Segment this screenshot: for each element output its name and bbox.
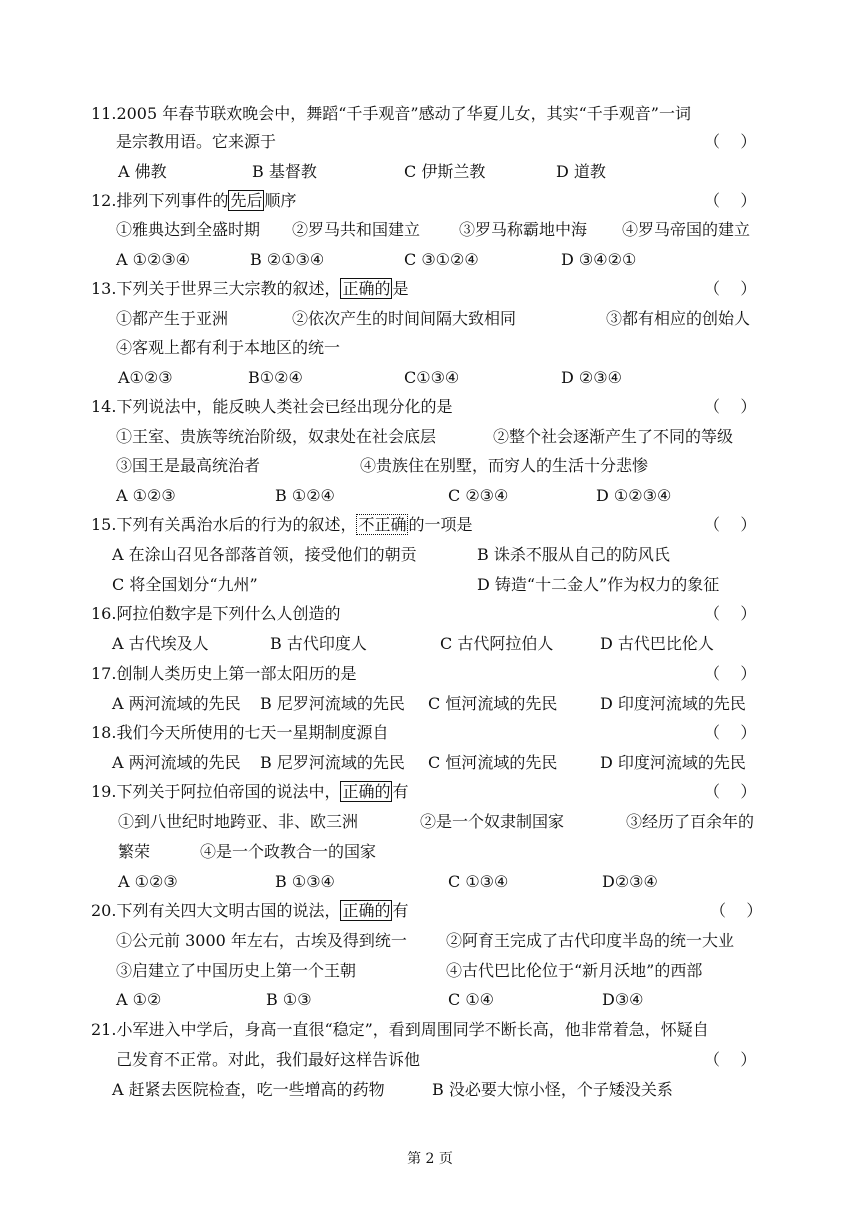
q14-item-1: ①王室、贵族等统治阶级，奴隶处在社会底层 xyxy=(116,427,437,446)
q19-option-d: D②③④ xyxy=(602,872,658,891)
q19-stem-post: 有 xyxy=(392,782,409,801)
q20-stem-pre: 20.下列有关四大文明古国的说法， xyxy=(91,901,341,920)
q17-option-d: D 印度河流域的先民 xyxy=(600,694,746,713)
q11-option-b: B 基督教 xyxy=(252,162,317,181)
q14-option-d: D ①②③④ xyxy=(596,486,672,505)
q19-item-2: ②是一个奴隶制国家 xyxy=(420,812,565,831)
q18-option-c: C 恒河流域的先民 xyxy=(428,753,558,772)
q17-option-c: C 恒河流域的先民 xyxy=(428,694,558,713)
q12-item-2: ②罗马共和国建立 xyxy=(292,220,421,239)
q19-option-c: C ①③④ xyxy=(448,872,509,891)
q20-option-a: A ①② xyxy=(116,990,162,1009)
q16-option-b: B 古代印度人 xyxy=(270,634,367,653)
q11-option-c: C 伊斯兰教 xyxy=(404,162,486,181)
q15-answer-blank: （ ） xyxy=(704,515,757,534)
q21-option-a: A 赶紧去医院检查，吃一些增高的药物 xyxy=(112,1080,385,1099)
q12-option-d: D ③④②① xyxy=(561,250,637,269)
q11-option-d: D 道教 xyxy=(556,162,606,181)
q15-option-c: C 将全国划分“九州” xyxy=(112,575,258,594)
q20-option-c: C ①④ xyxy=(448,990,495,1009)
q19-option-b: B ①③④ xyxy=(275,872,335,891)
q13-stem-post: 是 xyxy=(392,279,409,298)
q20-item-2: ②阿育王完成了古代印度半岛的统一大业 xyxy=(446,931,735,950)
q14-stem: 14.下列说法中，能反映人类社会已经出现分化的是 xyxy=(91,397,453,416)
q17-stem: 17.创制人类历史上第一部太阳历的是 xyxy=(91,664,357,683)
q11-stem-line2: 是宗教用语。它来源于 xyxy=(116,132,277,151)
q18-stem: 18.我们今天所使用的七天一星期制度源自 xyxy=(91,723,389,742)
q13-item-2: ②依次产生的时间间隔大致相同 xyxy=(292,309,517,328)
q19-item-4: ④是一个政教合一的国家 xyxy=(200,842,377,861)
q20-option-d: D③④ xyxy=(602,990,644,1009)
q13-item-3: ③都有相应的创始人 xyxy=(606,309,751,328)
q12-answer-blank: （ ） xyxy=(704,191,757,210)
q16-option-c: C 古代阿拉伯人 xyxy=(440,634,554,653)
q13-option-a: A①②③ xyxy=(118,368,173,387)
q19-item-3-cont: 繁荣 xyxy=(118,842,151,861)
q17-option-a: A 两河流域的先民 xyxy=(112,694,241,713)
q18-answer-blank: （ ） xyxy=(704,723,757,742)
q20-option-b: B ①③ xyxy=(266,990,312,1009)
q13-option-c: C①③④ xyxy=(404,368,460,387)
q16-answer-blank: （ ） xyxy=(704,604,757,623)
q14-option-a: A ①②③ xyxy=(116,486,176,505)
q18-option-b: B 尼罗河流域的先民 xyxy=(260,753,405,772)
q14-answer-blank: （ ） xyxy=(704,397,757,416)
q14-option-b: B ①②④ xyxy=(275,486,335,505)
q19-stem-pre: 19.下列关于阿拉伯帝国的说法中， xyxy=(91,782,341,801)
q14-item-3: ③国王是最高统治者 xyxy=(116,456,261,475)
q12-stem xyxy=(91,191,296,211)
q19-stem xyxy=(91,782,408,802)
q11-stem-line1: 11.2005 年春节联欢晚会中，舞蹈“千手观音”感动了华夏儿女，其实“千手观音”一词 xyxy=(91,104,691,123)
q12-stem-pre: 12.排列下列事件的 xyxy=(91,191,229,210)
q12-item-1: ①雅典达到全盛时期 xyxy=(116,220,261,239)
q12-item-4: ④罗马帝国的建立 xyxy=(622,220,751,239)
q13-stem xyxy=(91,279,408,299)
q17-answer-blank: （ ） xyxy=(704,664,757,683)
q14-item-2: ②整个社会逐渐产生了不同的等级 xyxy=(493,427,734,446)
q16-option-a: A 古代埃及人 xyxy=(112,634,209,653)
q20-stem xyxy=(91,901,408,921)
q21-option-b: B 没必要大惊小怪，个子矮没关系 xyxy=(432,1080,673,1099)
q13-stem-boxed: 正确的 xyxy=(342,279,391,298)
q17-option-b: B 尼罗河流域的先民 xyxy=(260,694,405,713)
q14-item-4: ④贵族住在别墅，而穷人的生活十分悲惨 xyxy=(360,456,649,475)
q13-answer-blank: （ ） xyxy=(704,279,757,298)
q13-item-4: ④客观上都有利于本地区的统一 xyxy=(116,338,341,357)
q12-stem-boxed: 先后 xyxy=(230,191,263,210)
q19-option-a: A ①②③ xyxy=(118,872,178,891)
q12-option-c: C ③①②④ xyxy=(404,250,479,269)
q14-option-c: C ②③④ xyxy=(448,486,509,505)
q20-stem-boxed: 正确的 xyxy=(342,901,391,920)
q16-stem: 16.阿拉伯数字是下列什么人创造的 xyxy=(91,604,341,623)
q21-stem-line2: 己发育不正常。对此，我们最好这样告诉他 xyxy=(116,1050,421,1069)
q12-item-3: ③罗马称霸地中海 xyxy=(459,220,588,239)
q15-option-a: A 在涂山召见各部落首领，接受他们的朝贡 xyxy=(112,545,417,564)
q12-stem-post: 顺序 xyxy=(264,191,297,210)
q15-option-b: B 诛杀不服从自己的防风氏 xyxy=(477,545,670,564)
q19-item-3: ③经历了百余年的 xyxy=(626,812,755,831)
q20-item-4: ④古代巴比伦位于“新月沃地”的西部 xyxy=(446,961,703,980)
q15-stem-post: 的一项是 xyxy=(408,515,473,534)
page-number: 第 2 页 xyxy=(407,1151,453,1167)
q19-stem-boxed: 正确的 xyxy=(342,782,391,801)
q16-option-d: D 古代巴比伦人 xyxy=(600,634,714,653)
q15-stem-pre: 15.下列有关禹治水后的行为的叙述， xyxy=(91,515,357,534)
q21-stem-line1: 21.小军进入中学后，身高一直很“稳定”，看到周围同学不断长高，他非常着急，怀疑自 xyxy=(91,1020,709,1039)
q18-option-a: A 两河流域的先民 xyxy=(112,753,241,772)
q13-item-1: ①都产生于亚洲 xyxy=(116,309,229,328)
q13-option-d: D ②③④ xyxy=(561,368,622,387)
q18-option-d: D 印度河流域的先民 xyxy=(600,753,746,772)
q20-item-3: ③启建立了中国历史上第一个王朝 xyxy=(116,961,357,980)
q21-answer-blank: （ ） xyxy=(704,1050,757,1069)
q15-stem xyxy=(91,515,472,535)
q13-stem-pre: 13.下列关于世界三大宗教的叙述， xyxy=(91,279,341,298)
q20-answer-blank: （ ） xyxy=(710,901,763,920)
q20-item-1: ①公元前 3000 年左右，古埃及得到统一 xyxy=(116,931,407,950)
q12-option-b: B ②①③④ xyxy=(250,250,325,269)
q15-stem-boxed: 不正确 xyxy=(358,515,407,534)
q15-option-d: D 铸造“十二金人”作为权力的象征 xyxy=(477,575,720,594)
q12-option-a: A ①②③④ xyxy=(116,250,191,269)
q19-answer-blank: （ ） xyxy=(704,782,757,801)
q20-stem-post: 有 xyxy=(392,901,409,920)
q11-answer-blank: （ ） xyxy=(704,132,757,151)
q19-item-1: ①到八世纪时地跨亚、非、欧三洲 xyxy=(118,812,359,831)
q11-option-a: A 佛教 xyxy=(118,162,167,181)
q13-option-b: B①②④ xyxy=(248,368,303,387)
